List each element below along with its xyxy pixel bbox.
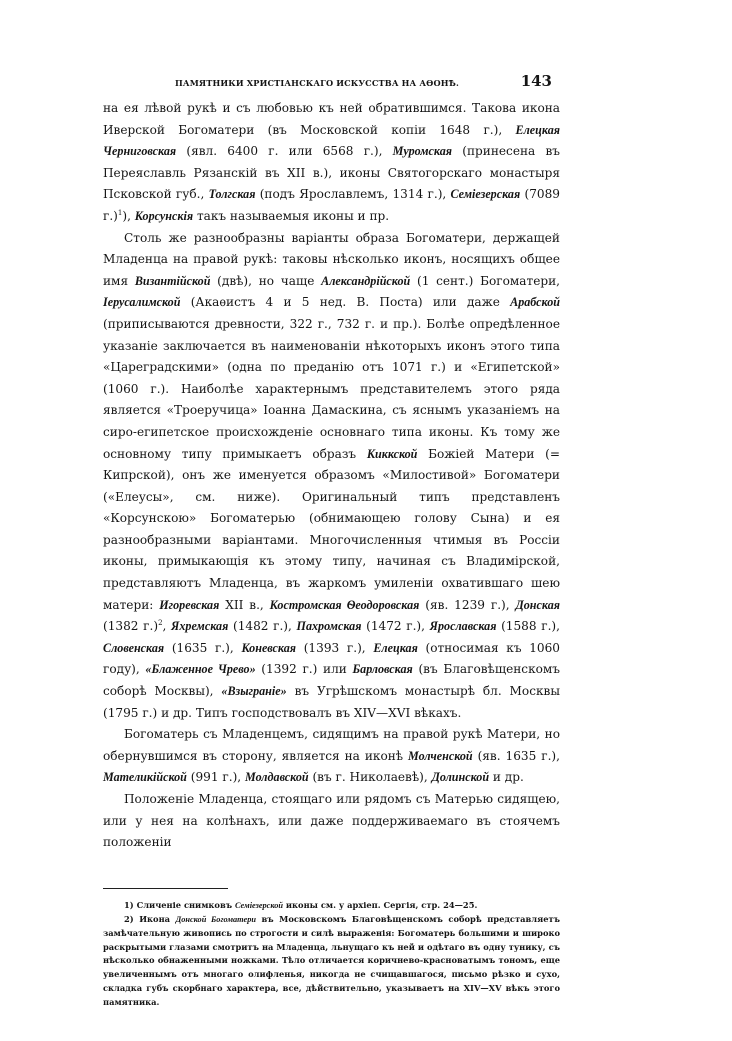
text-segment: (въ г. Николаевѣ),: [308, 770, 432, 785]
emphasized-text: Корсунскія: [134, 208, 194, 223]
text-segment: (1 сент.) Богоматери,: [410, 273, 560, 288]
emphasized-text: Семіезерская: [450, 187, 521, 202]
text-segment: ,: [162, 619, 172, 634]
body-paragraph: [103, 228, 560, 725]
body-paragraph: [103, 789, 560, 854]
body-text: [103, 98, 560, 854]
emphasized-text: Іерусалимской: [103, 295, 181, 310]
text-segment: (яв. 1635 г.),: [472, 748, 560, 763]
emphasized-text: Донской Богоматери: [175, 914, 256, 924]
emphasized-text: Византійской: [134, 273, 211, 288]
emphasized-text: Игоревская: [159, 597, 220, 612]
text-segment: (1588 г.),: [496, 619, 560, 634]
page-number: 143: [520, 72, 552, 90]
text-segment: (подъ Ярославлемъ, 1314 г.),: [255, 187, 451, 202]
text-segment: въ Московскомъ Благовѣщенскомъ соборѣ представляетъ замѣчательную живопись по строгости и силѣ выраженія: Богоматерь большими и широко раскрытыми глазами смотритъ на Младенца, льнущаго къ ней и одѣтаго въ одну тунику, съ нѣсколько обнаженными ножками. Тѣло отличается коричнево-красноватымъ тономъ, еще увеличеннымъ отъ многаго олифленья, никогда не счищавшагося, письмо рѣзко и сухо, складка губъ скорбнаго характера, все, дѣйствительно, указываетъ на XIV—XV вѣкъ этого памятника.: [103, 913, 560, 1008]
text-segment: (1393 г.),: [296, 640, 374, 655]
emphasized-text: Пахромская: [296, 619, 362, 634]
emphasized-text: Молдавской: [244, 770, 309, 785]
text-segment: (въ Благовѣщенскомъ соборѣ Москвы),: [103, 662, 561, 699]
text-segment: 2) Икона: [124, 913, 176, 924]
text-segment: (1482 г.),: [228, 619, 297, 634]
emphasized-text: Елецкая Черниговская: [103, 122, 560, 159]
emphasized-text: Костромская Ѳеодоровская: [269, 597, 420, 612]
emphasized-text: «Взыграніе»: [221, 684, 287, 699]
emphasized-text: Долинской: [431, 770, 490, 785]
emphasized-text: Киккской: [366, 446, 418, 461]
emphasized-text: Арабской: [510, 295, 560, 310]
text-segment: ),: [122, 208, 135, 223]
text-segment: (относимая къ 1060 году),: [103, 640, 560, 677]
emphasized-text: Толгская: [208, 187, 256, 202]
text-segment: (Акаѳистъ 4 и 5 нед. В. Поста) или даже: [180, 295, 511, 310]
body-paragraph: [103, 98, 560, 228]
emphasized-text: Муромская: [392, 144, 453, 159]
text-segment: (1472 г.),: [361, 619, 430, 634]
text-segment: (1392 г.) или: [255, 662, 353, 677]
emphasized-text: Барловская: [352, 662, 413, 677]
text-segment: Столь же разнообразны варіанты образа Богоматери, держащей Младенца на правой рукѣ: таковы нѣсколько иконъ, носящихъ общее имя: [103, 230, 560, 288]
emphasized-text: Ярославская: [429, 619, 497, 634]
footnote-reference: 2: [158, 619, 163, 628]
body-paragraph: [103, 724, 560, 789]
text-segment: 1) Сличеніе снимковъ: [124, 899, 235, 910]
emphasized-text: Коневская: [241, 640, 297, 655]
emphasized-text: Семіезерской: [234, 900, 283, 910]
text-segment: иконы см. у архіеп. Сергія, стр. 24—25.: [283, 899, 478, 910]
text-segment: (7089 г.): [103, 187, 560, 223]
text-segment: (явл. 6400 г. или 6568 г.),: [176, 144, 393, 159]
text-segment: въ Угрѣшскомъ монастырѣ бл. Москвы (1795 г.) и др. Типъ господствовалъ въ XIV—XVI вѣкахъ.: [103, 684, 560, 720]
emphasized-text: Молченской: [408, 748, 473, 763]
text-segment: (1382 г.): [103, 619, 159, 634]
text-segment: такъ называемыя иконы и пр.: [193, 208, 390, 223]
running-title: ПАМЯТНИКИ ХРИСТІАНСКАГО ИСКУССТВА НА АѲОНѢ.: [175, 78, 459, 88]
text-segment: Положеніе Младенца, стоящаго или рядомъ съ Матерью сидящею, или у нея на колѣнахъ, или даже поддерживаемаго въ стоячемъ положеніи: [103, 792, 560, 850]
text-segment: (приписываются древности, 322 г., 732 г. и пр.). Болѣе опредѣленное указаніе заключается въ наименованіи нѣкоторыхъ иконъ этого типа «Цареградскими» (одна по преданію отъ 1071 г.) и «Египетской» (1060 г.). Наиболѣе характернымъ представителемъ этого ряда является «Троеручица» Іоанна Дамаскина, съ яснымъ указаніемъ на сиро-египетское происхожденіе основнаго типа иконы. Къ тому же основному типу примыкаетъ образъ: [103, 316, 560, 461]
text-segment: на ея лѣвой рукѣ и съ любовью къ ней обратившимся. Такова икона Иверской Богоматери (въ Московской копіи 1648 г.),: [103, 101, 560, 137]
footnote-reference: 1: [117, 208, 123, 217]
book-page: [103, 70, 560, 1010]
text-segment: (принесена въ Переяславль Рязанскій въ XII в.), иконы Святогорскаго монастыря Псковской губ.,: [103, 144, 560, 202]
emphasized-text: «Блаженное Чрево»: [145, 662, 256, 677]
text-segment: Божіей Матери (= Кипрской), онъ же именуется образомъ «Милостивой» Богоматери («Елеусы», см. ниже). Оригинальный типъ представленъ «Корсунскою» Богоматерью (обнимающею голову Сына) и ея разнообразными варіантами. Многочисленныя чтимыя въ Россіи иконы, примыкающія къ этому типу, начиная съ Владимірской, представляютъ Младенца, въ жаркомъ умиленіи охватившаго шею матери:: [103, 446, 560, 612]
emphasized-text: Мателикійской: [103, 770, 187, 785]
footnote: [103, 913, 560, 1010]
text-segment: (1635 г.),: [164, 640, 242, 655]
text-segment: (двѣ), но чаще: [210, 273, 322, 288]
text-segment: (991 г.),: [186, 770, 245, 785]
text-segment: XII в.,: [219, 597, 270, 612]
footnotes: [103, 899, 560, 1010]
text-segment: (яв. 1239 г.),: [419, 597, 516, 612]
footnote: [103, 899, 560, 913]
emphasized-text: Александрійской: [321, 273, 411, 288]
emphasized-text: Елецкая: [373, 640, 418, 655]
text-segment: Богоматерь съ Младенцемъ, сидящимъ на правой рукѣ Матери, но обернувшимся въ сторону, является на иконѣ: [103, 727, 560, 763]
emphasized-text: Словенская: [103, 640, 165, 655]
running-header: [103, 70, 560, 92]
text-segment: и др.: [489, 770, 524, 785]
footnote-divider: [103, 888, 228, 889]
emphasized-text: Яхремская: [171, 619, 229, 634]
emphasized-text: Донская: [515, 597, 560, 612]
